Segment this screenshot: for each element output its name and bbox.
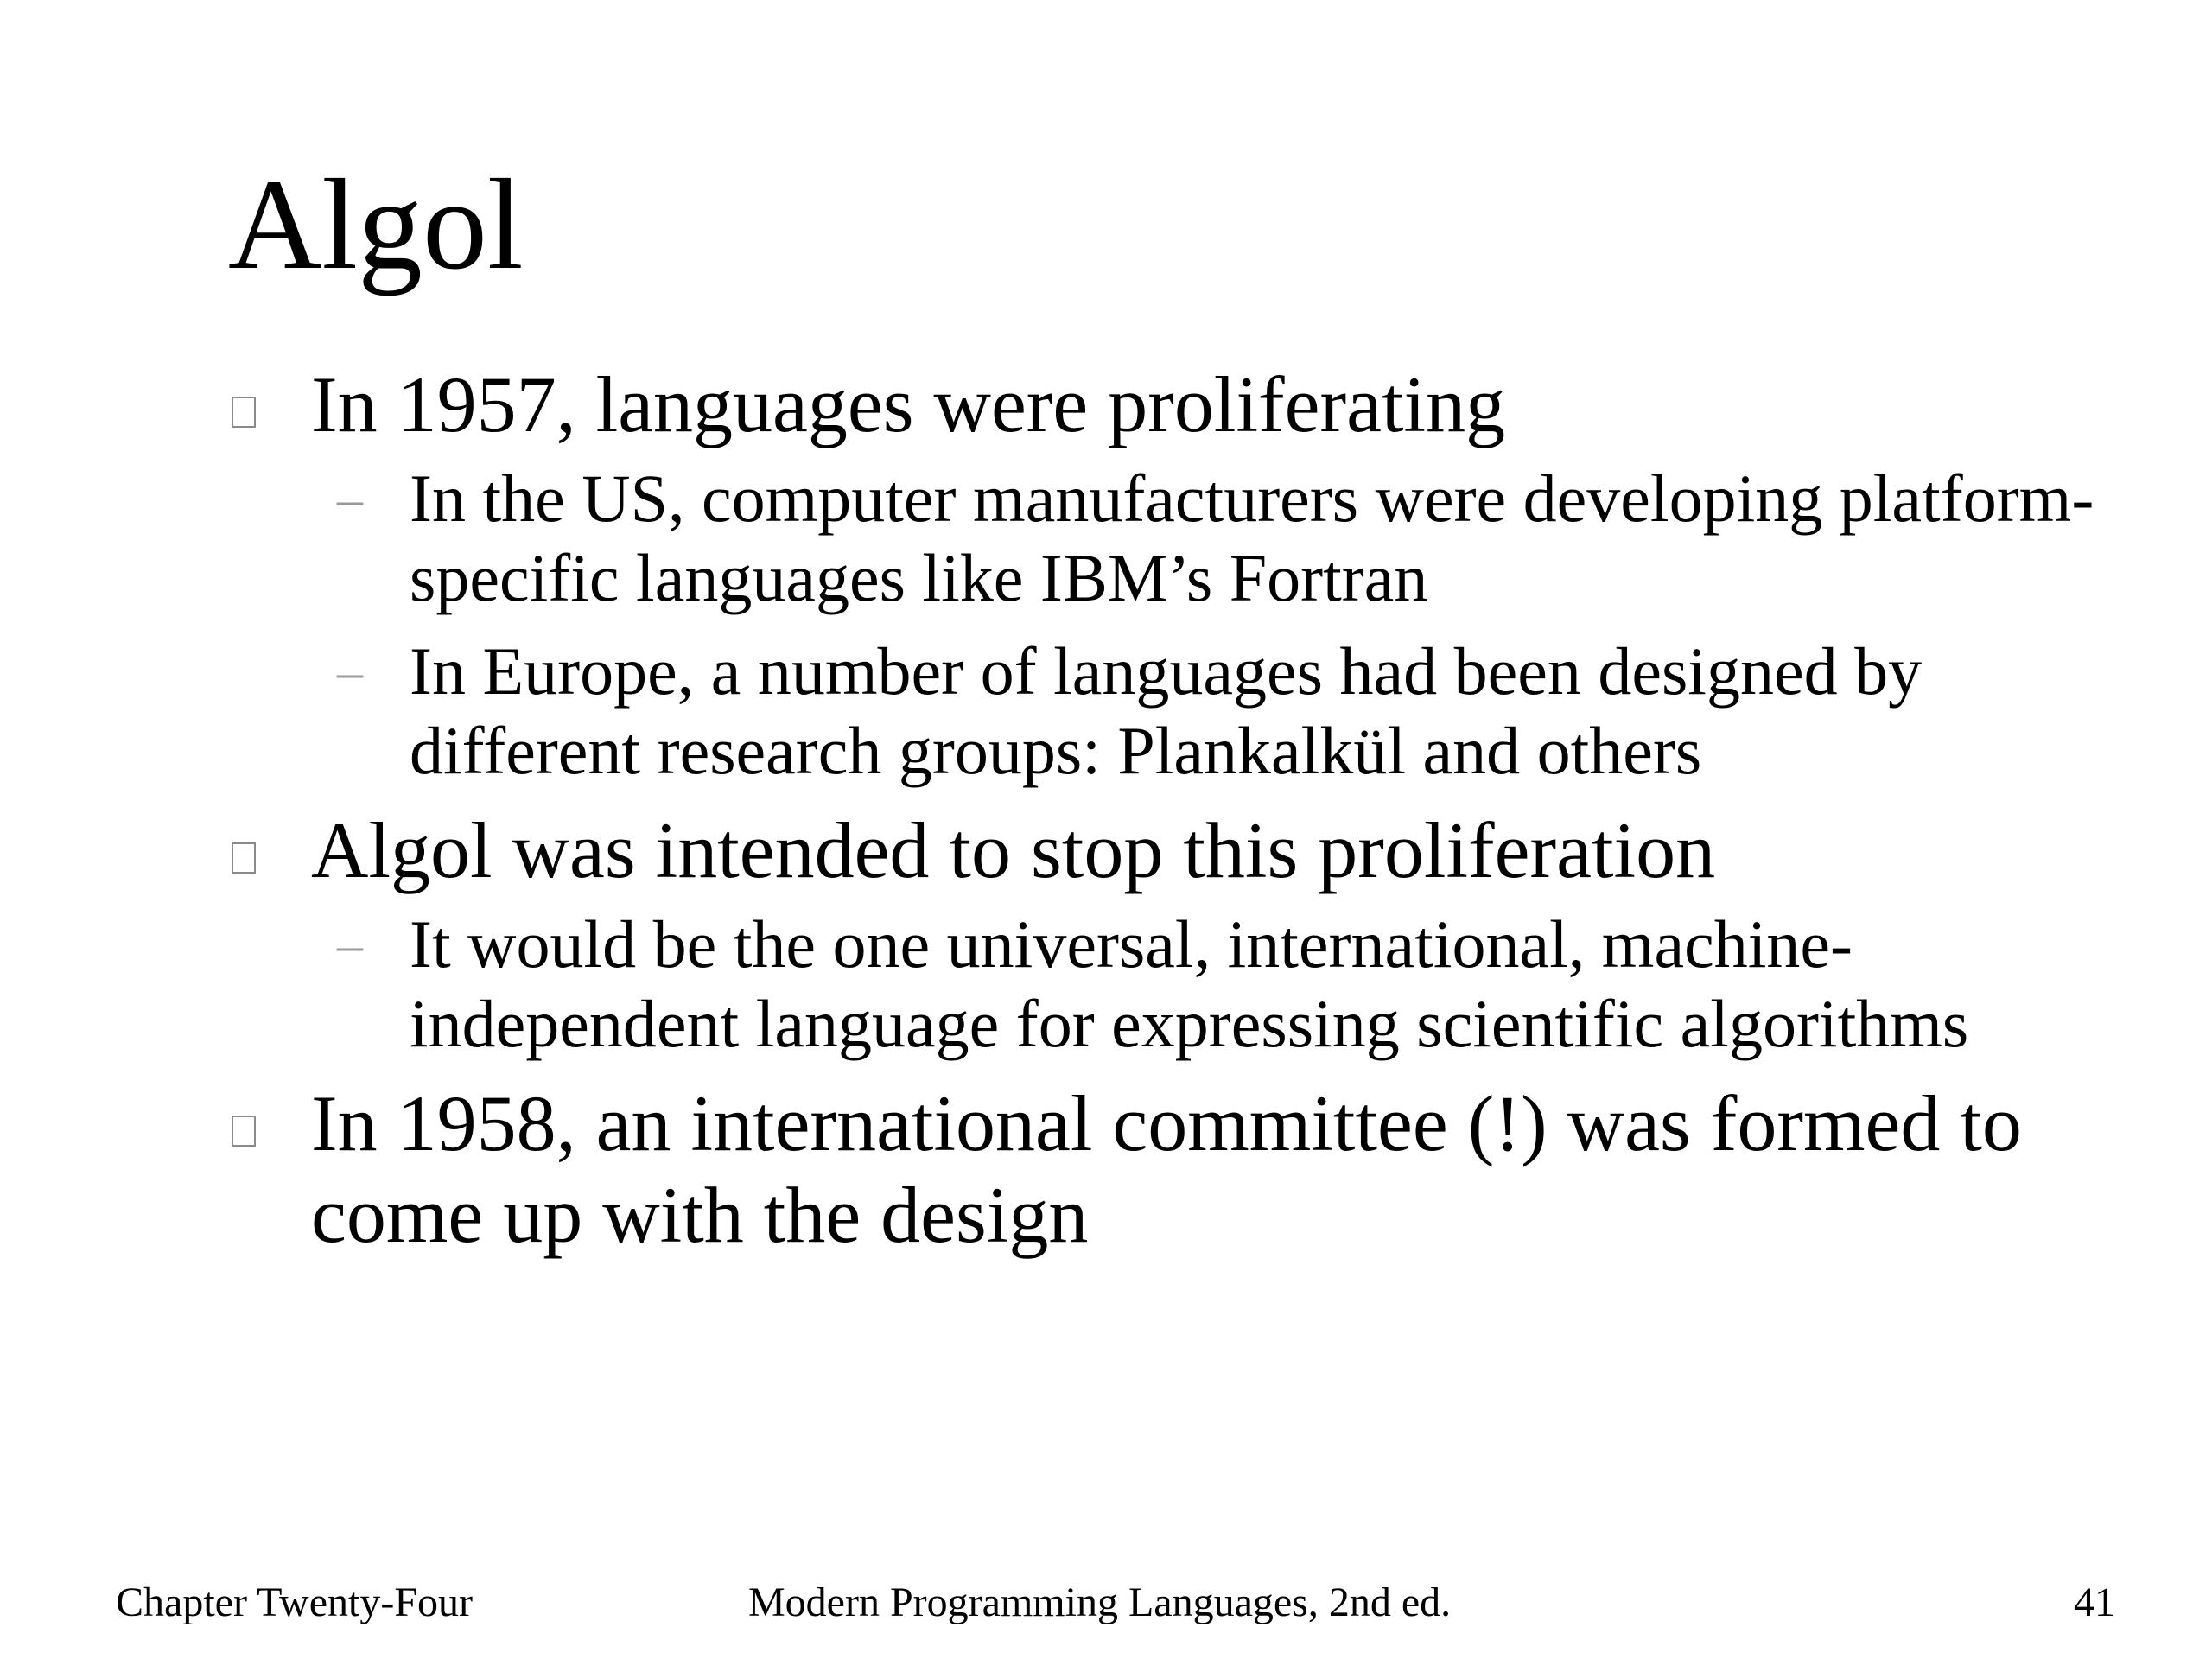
bullet-1-text: In 1957, languages were proliferating [311,360,1506,448]
sub-bullet-1-2-text: In Europe, a number of languages had been designed by different research groups: Plankalkül and others [410,633,1923,788]
footer-page-number: 41 [2074,1580,2115,1625]
slide-body [228,359,2129,1269]
dash-bullet-icon: – [337,470,363,527]
sub-bullet-2-1 [228,905,2129,1064]
bullet-2 [228,804,2129,896]
sub-bullet-1-2 [228,632,2129,791]
bullet-3 [228,1077,2129,1261]
sub-bullet-1-1-text: In the US, computer manufacturers were developing platform-specific languages like IBM’s Fortran [410,461,2094,615]
bullet-1 [228,359,2129,450]
sub-bullet-1-1 [228,459,2129,618]
square-bullet-icon [232,397,256,428]
sub-bullet-2-1-text: It would be the one universal, international, machine-independent language for expressing scientific algorithms [410,906,1969,1061]
dash-bullet-icon: – [337,643,363,700]
slide-title: Algol [228,153,524,296]
footer-book-title: Modern Programming Languages, 2nd ed. [748,1580,1452,1625]
bullet-3-text: In 1958, an international committee (!) was formed to come up with the design [311,1079,2022,1259]
dash-bullet-icon: – [337,916,363,973]
footer-chapter: Chapter Twenty-Four [116,1580,474,1625]
square-bullet-icon [232,1116,256,1147]
square-bullet-icon [232,842,256,874]
bullet-2-text: Algol was intended to stop this proliferation [311,806,1716,894]
